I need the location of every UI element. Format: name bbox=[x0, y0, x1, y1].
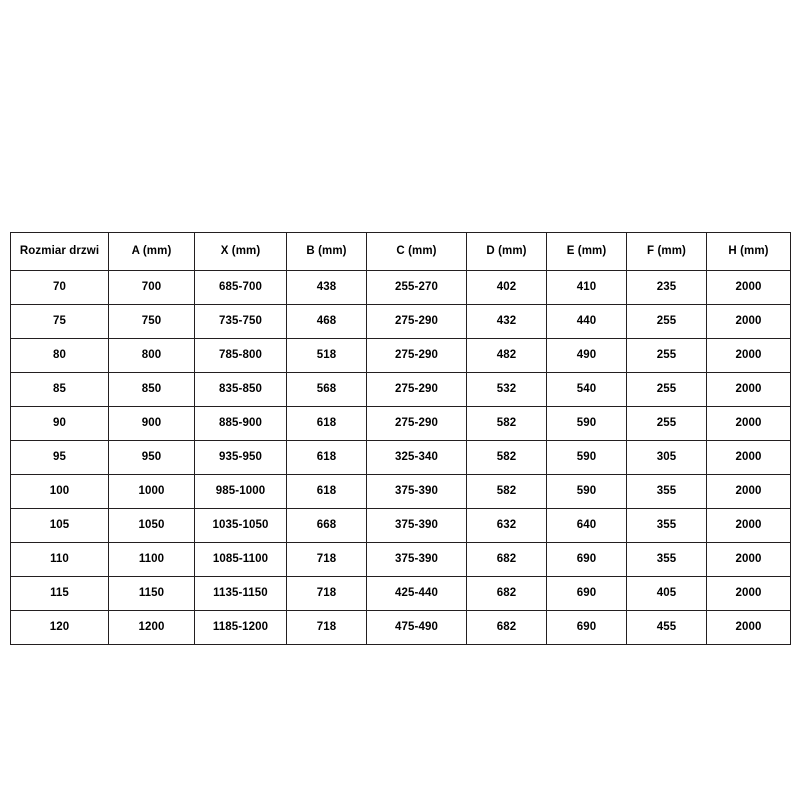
cell-e: 440 bbox=[547, 305, 627, 339]
cell-size: 80 bbox=[11, 339, 109, 373]
cell-f: 255 bbox=[627, 407, 707, 441]
cell-d: 682 bbox=[467, 611, 547, 645]
cell-e: 490 bbox=[547, 339, 627, 373]
cell-a: 1000 bbox=[109, 475, 195, 509]
spec-table-container bbox=[10, 232, 790, 645]
cell-size: 115 bbox=[11, 577, 109, 611]
cell-x: 735-750 bbox=[195, 305, 287, 339]
table-row bbox=[11, 475, 791, 509]
cell-x: 935-950 bbox=[195, 441, 287, 475]
cell-c: 275-290 bbox=[367, 373, 467, 407]
cell-size: 70 bbox=[11, 271, 109, 305]
cell-c: 375-390 bbox=[367, 475, 467, 509]
cell-size: 120 bbox=[11, 611, 109, 645]
cell-x: 1135-1150 bbox=[195, 577, 287, 611]
cell-f: 235 bbox=[627, 271, 707, 305]
cell-size: 100 bbox=[11, 475, 109, 509]
cell-a: 1100 bbox=[109, 543, 195, 577]
cell-e: 590 bbox=[547, 407, 627, 441]
cell-e: 690 bbox=[547, 611, 627, 645]
cell-h: 2000 bbox=[707, 373, 791, 407]
cell-size: 90 bbox=[11, 407, 109, 441]
column-header-e: E (mm) bbox=[547, 233, 627, 271]
cell-x: 985-1000 bbox=[195, 475, 287, 509]
table-row bbox=[11, 611, 791, 645]
cell-h: 2000 bbox=[707, 441, 791, 475]
cell-c: 275-290 bbox=[367, 407, 467, 441]
cell-e: 410 bbox=[547, 271, 627, 305]
cell-a: 1200 bbox=[109, 611, 195, 645]
cell-f: 355 bbox=[627, 509, 707, 543]
column-header-a: A (mm) bbox=[109, 233, 195, 271]
cell-d: 482 bbox=[467, 339, 547, 373]
cell-d: 582 bbox=[467, 407, 547, 441]
cell-size: 105 bbox=[11, 509, 109, 543]
cell-c: 325-340 bbox=[367, 441, 467, 475]
cell-f: 305 bbox=[627, 441, 707, 475]
cell-e: 590 bbox=[547, 441, 627, 475]
cell-b: 618 bbox=[287, 475, 367, 509]
cell-a: 800 bbox=[109, 339, 195, 373]
cell-size: 85 bbox=[11, 373, 109, 407]
cell-c: 275-290 bbox=[367, 305, 467, 339]
table-row bbox=[11, 577, 791, 611]
cell-e: 590 bbox=[547, 475, 627, 509]
cell-a: 1150 bbox=[109, 577, 195, 611]
cell-a: 850 bbox=[109, 373, 195, 407]
column-header-f: F (mm) bbox=[627, 233, 707, 271]
column-header-d: D (mm) bbox=[467, 233, 547, 271]
cell-x: 1035-1050 bbox=[195, 509, 287, 543]
column-header-h: H (mm) bbox=[707, 233, 791, 271]
cell-f: 255 bbox=[627, 339, 707, 373]
door-size-spec-table bbox=[10, 232, 791, 645]
cell-x: 1085-1100 bbox=[195, 543, 287, 577]
cell-h: 2000 bbox=[707, 339, 791, 373]
column-header-x: X (mm) bbox=[195, 233, 287, 271]
cell-e: 540 bbox=[547, 373, 627, 407]
cell-f: 355 bbox=[627, 475, 707, 509]
cell-b: 438 bbox=[287, 271, 367, 305]
cell-h: 2000 bbox=[707, 305, 791, 339]
table-row bbox=[11, 543, 791, 577]
cell-size: 75 bbox=[11, 305, 109, 339]
cell-f: 355 bbox=[627, 543, 707, 577]
cell-b: 568 bbox=[287, 373, 367, 407]
cell-h: 2000 bbox=[707, 475, 791, 509]
cell-e: 640 bbox=[547, 509, 627, 543]
cell-a: 700 bbox=[109, 271, 195, 305]
cell-f: 255 bbox=[627, 305, 707, 339]
cell-c: 425-440 bbox=[367, 577, 467, 611]
cell-h: 2000 bbox=[707, 543, 791, 577]
table-row bbox=[11, 305, 791, 339]
table-row bbox=[11, 509, 791, 543]
cell-d: 682 bbox=[467, 543, 547, 577]
cell-size: 110 bbox=[11, 543, 109, 577]
cell-x: 1185-1200 bbox=[195, 611, 287, 645]
cell-h: 2000 bbox=[707, 271, 791, 305]
cell-x: 785-800 bbox=[195, 339, 287, 373]
table-row bbox=[11, 271, 791, 305]
cell-c: 275-290 bbox=[367, 339, 467, 373]
cell-f: 455 bbox=[627, 611, 707, 645]
cell-c: 375-390 bbox=[367, 543, 467, 577]
cell-e: 690 bbox=[547, 543, 627, 577]
cell-d: 532 bbox=[467, 373, 547, 407]
cell-a: 750 bbox=[109, 305, 195, 339]
cell-h: 2000 bbox=[707, 407, 791, 441]
cell-b: 718 bbox=[287, 577, 367, 611]
column-header-c: C (mm) bbox=[367, 233, 467, 271]
table-row bbox=[11, 373, 791, 407]
cell-f: 255 bbox=[627, 373, 707, 407]
cell-d: 582 bbox=[467, 475, 547, 509]
cell-e: 690 bbox=[547, 577, 627, 611]
table-row bbox=[11, 441, 791, 475]
cell-b: 668 bbox=[287, 509, 367, 543]
cell-c: 475-490 bbox=[367, 611, 467, 645]
cell-d: 632 bbox=[467, 509, 547, 543]
table-row bbox=[11, 339, 791, 373]
cell-c: 375-390 bbox=[367, 509, 467, 543]
table-row bbox=[11, 407, 791, 441]
cell-x: 685-700 bbox=[195, 271, 287, 305]
cell-d: 432 bbox=[467, 305, 547, 339]
column-header-b: B (mm) bbox=[287, 233, 367, 271]
cell-b: 718 bbox=[287, 611, 367, 645]
cell-x: 885-900 bbox=[195, 407, 287, 441]
cell-b: 468 bbox=[287, 305, 367, 339]
column-header-rozmiar-drzwi: Rozmiar drzwi bbox=[11, 233, 109, 271]
cell-b: 518 bbox=[287, 339, 367, 373]
cell-a: 900 bbox=[109, 407, 195, 441]
cell-a: 1050 bbox=[109, 509, 195, 543]
cell-a: 950 bbox=[109, 441, 195, 475]
cell-d: 682 bbox=[467, 577, 547, 611]
cell-b: 618 bbox=[287, 441, 367, 475]
cell-d: 582 bbox=[467, 441, 547, 475]
cell-b: 618 bbox=[287, 407, 367, 441]
cell-x: 835-850 bbox=[195, 373, 287, 407]
cell-d: 402 bbox=[467, 271, 547, 305]
cell-f: 405 bbox=[627, 577, 707, 611]
cell-h: 2000 bbox=[707, 509, 791, 543]
cell-h: 2000 bbox=[707, 611, 791, 645]
cell-size: 95 bbox=[11, 441, 109, 475]
cell-h: 2000 bbox=[707, 577, 791, 611]
table-header-row bbox=[11, 233, 791, 271]
cell-b: 718 bbox=[287, 543, 367, 577]
cell-c: 255-270 bbox=[367, 271, 467, 305]
